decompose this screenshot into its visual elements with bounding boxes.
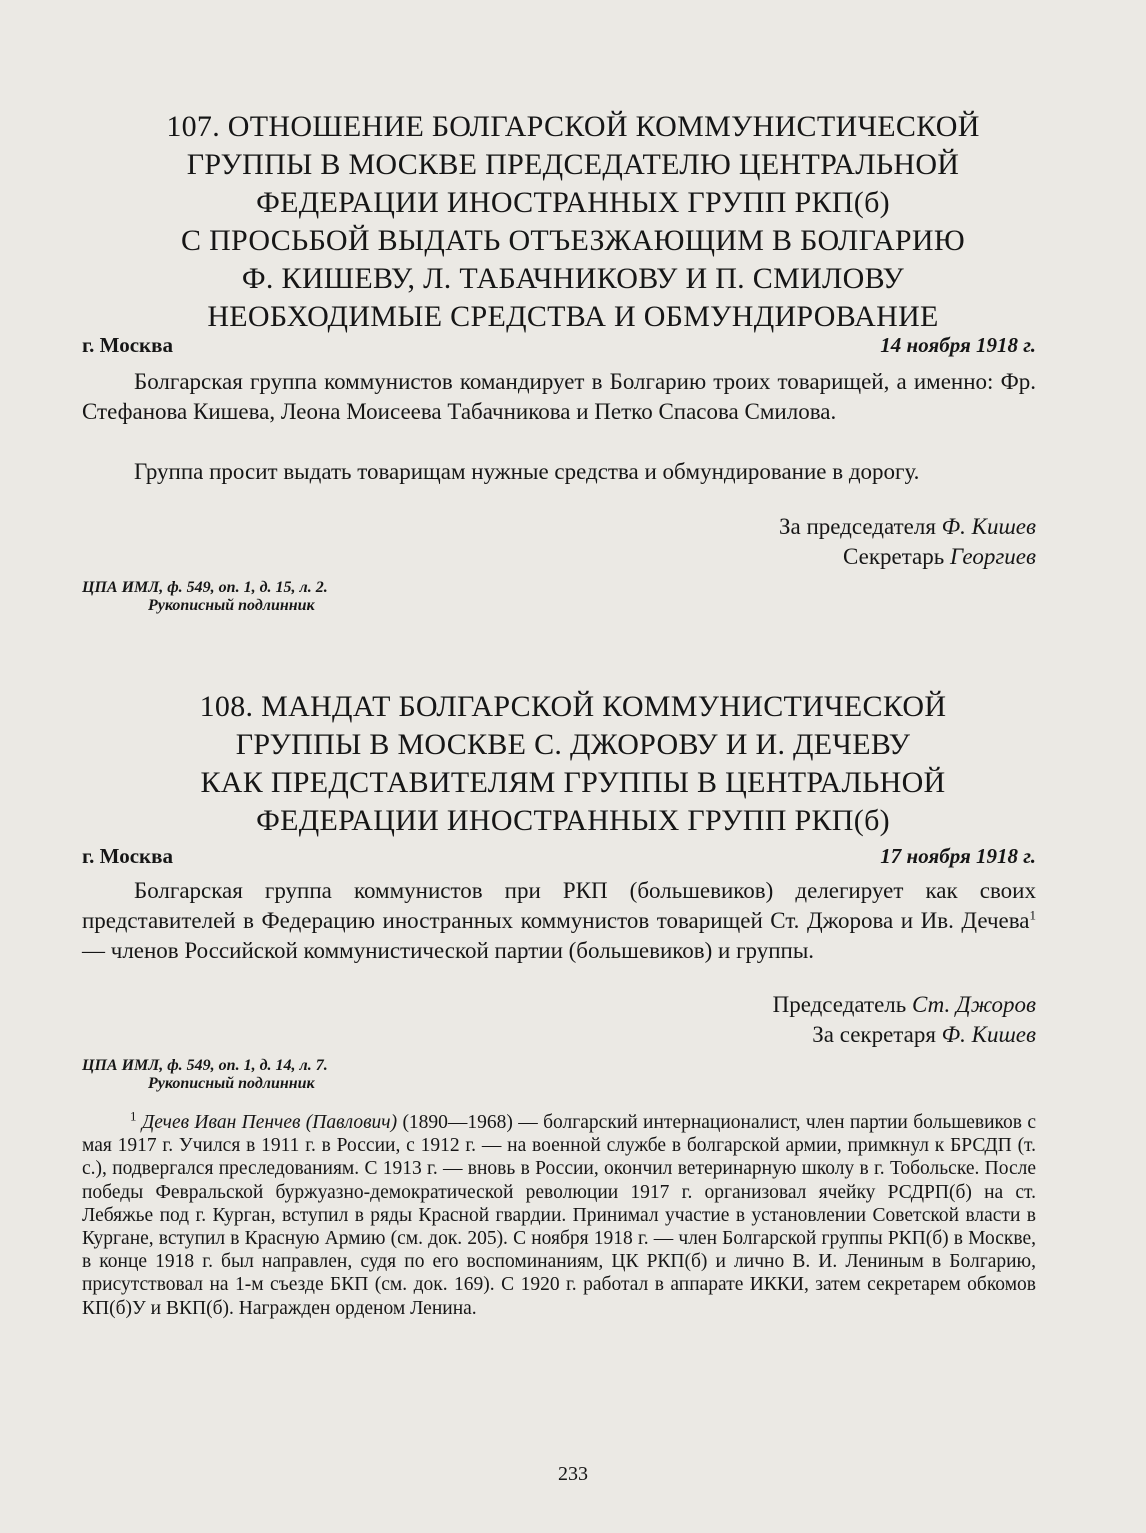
signature-name: Ф. Кишев [941, 1022, 1036, 1047]
doc108-archive-reference [82, 1057, 328, 1093]
signature-role: Председатель [772, 992, 907, 1017]
doc108-title-line: ГРУППЫ В МОСКВЕ С. ДЖОРОВУ И И. ДЕЧЕВУ [235, 728, 911, 761]
footnote-person-name: Дечев Иван Пенчев (Павлович) [141, 1112, 398, 1133]
doc108-signature-1 [773, 990, 1036, 1020]
doc107-paragraph-2: Группа просит выдать товарищам нужные средства и обмундирование в дорогу. [134, 459, 920, 484]
signature-role: Секретарь [843, 544, 945, 569]
archive-citation: ЦПА ИМЛ, ф. 549, оп. 1, д. 15, л. 2. [82, 579, 328, 596]
doc107-place-date [82, 333, 1036, 359]
signature-role: За председателя [778, 514, 936, 539]
doc107-title [110, 108, 1036, 336]
footnote-mark: 1 [130, 1108, 137, 1124]
doc107-title-line: НЕОБХОДИМЫЕ СРЕДСТВА И ОБМУНДИРОВАНИЕ [207, 300, 939, 333]
doc108-title-line: 108. МАНДАТ БОЛГАРСКОЙ КОММУНИСТИЧЕСКОЙ [199, 690, 947, 723]
signature-name: Георгиев [950, 544, 1036, 569]
archive-citation: ЦПА ИМЛ, ф. 549, оп. 1, д. 14, л. 7. [82, 1057, 328, 1074]
doc107-date: 14 ноября 1918 г. [880, 333, 1036, 357]
doc108-place: г. Москва [82, 844, 173, 868]
doc107-signature-2 [843, 542, 1036, 572]
signature-name: Ф. Кишев [941, 514, 1036, 539]
doc107-place: г. Москва [82, 333, 173, 357]
doc107-signature-1 [779, 512, 1036, 542]
doc108-place-date [82, 844, 1036, 870]
doc107-title-line: ГРУППЫ В МОСКВЕ ПРЕДСЕДАТЕЛЮ ЦЕНТРАЛЬНОЙ [186, 148, 960, 181]
doc107-title-line: ФЕДЕРАЦИИ ИНОСТРАННЫХ ГРУПП РКП(б) [256, 186, 890, 219]
doc108-title [110, 688, 1036, 840]
doc108-paragraph-text-continued: — членов Российской коммунистической партии (большевиков) и группы. [82, 938, 815, 963]
doc108-date: 17 ноября 1918 г. [880, 844, 1036, 868]
doc108-signature-2 [812, 1020, 1036, 1050]
doc107-title-line: С ПРОСЬБОЙ ВЫДАТЬ ОТЪЕЗЖАЮЩИМ В БОЛГАРИЮ [180, 224, 966, 257]
signature-name: Ст. Джоров [912, 992, 1036, 1017]
page-number: 233 [558, 1463, 588, 1485]
doc107-title-line: 107. ОТНОШЕНИЕ БОЛГАРСКОЙ КОММУНИСТИЧЕСКОЙ [166, 110, 980, 143]
doc108-title-line: КАК ПРЕДСТАВИТЕЛЯМ ГРУППЫ В ЦЕНТРАЛЬНОЙ [200, 766, 946, 799]
footnote-text: (1890—1968) — болгарский интернационалист, член партии большевиков с мая 1917 г. Учился в 1911 г. в России, с 1912 г. — на военной службе в болгарской армии, примкнул к БРСДП (т. с.), подвергался преследованиям. С 1913 г. — вновь в России, окончил ветеринарную школу в г. Тобольске. После победы Февральской буржуазно-демократической революции 1917 г. организовал ячейку РСДРП(б) на ст. Лебяжье под г. Курган, вступил в ряды Красной гвардии. Принимал участие в установлении Советской власти в Кургане, вступил в Красную Армию (см. док. 205). С ноября 1918 г. — член Болгарской группы РКП(б) в Москве, в конце 1918 г. был направлен, судя по его воспоминаниям, ЦК РКП(б) и лично В. И. Лениным в Болгарию, присутствовал на 1-м съезде БКП (см. док. 169). С 1920 г. работал в аппарате ИККИ, затем секретарем обкомов КП(б)У и ВКП(б). Награжден орденом Ленина. [82, 1112, 1036, 1319]
footnote [82, 1108, 1036, 1320]
archive-note: Рукописный подлинник [148, 1075, 315, 1092]
doc107-paragraph-1: Болгарская группа коммунистов командирует в Болгарию троих товарищей, а именно: Фр. Стефанова Кишева, Леона Моисеева Табачникова и Петко Спасова Смилова. [82, 369, 1036, 424]
doc108-title-line: ФЕДЕРАЦИИ ИНОСТРАННЫХ ГРУПП РКП(б) [256, 804, 890, 837]
doc107-archive-reference [82, 579, 328, 615]
doc108-paragraph-text: Болгарская группа коммунистов при РКП (большевиков) делегирует как своих представителей в Федерацию иностранных коммунистов товарищей Ст. Джорова и Ив. Дечева [82, 878, 1036, 933]
doc107-title-line: Ф. КИШЕВУ, Л. ТАБАЧНИКОВУ И П. СМИЛОВУ [241, 262, 905, 295]
signature-role: За секретаря [812, 1022, 936, 1047]
archive-note: Рукописный подлинник [148, 597, 315, 614]
doc108-paragraph [82, 876, 1036, 966]
footnote-reference-mark[interactable]: 1 [1029, 907, 1036, 923]
